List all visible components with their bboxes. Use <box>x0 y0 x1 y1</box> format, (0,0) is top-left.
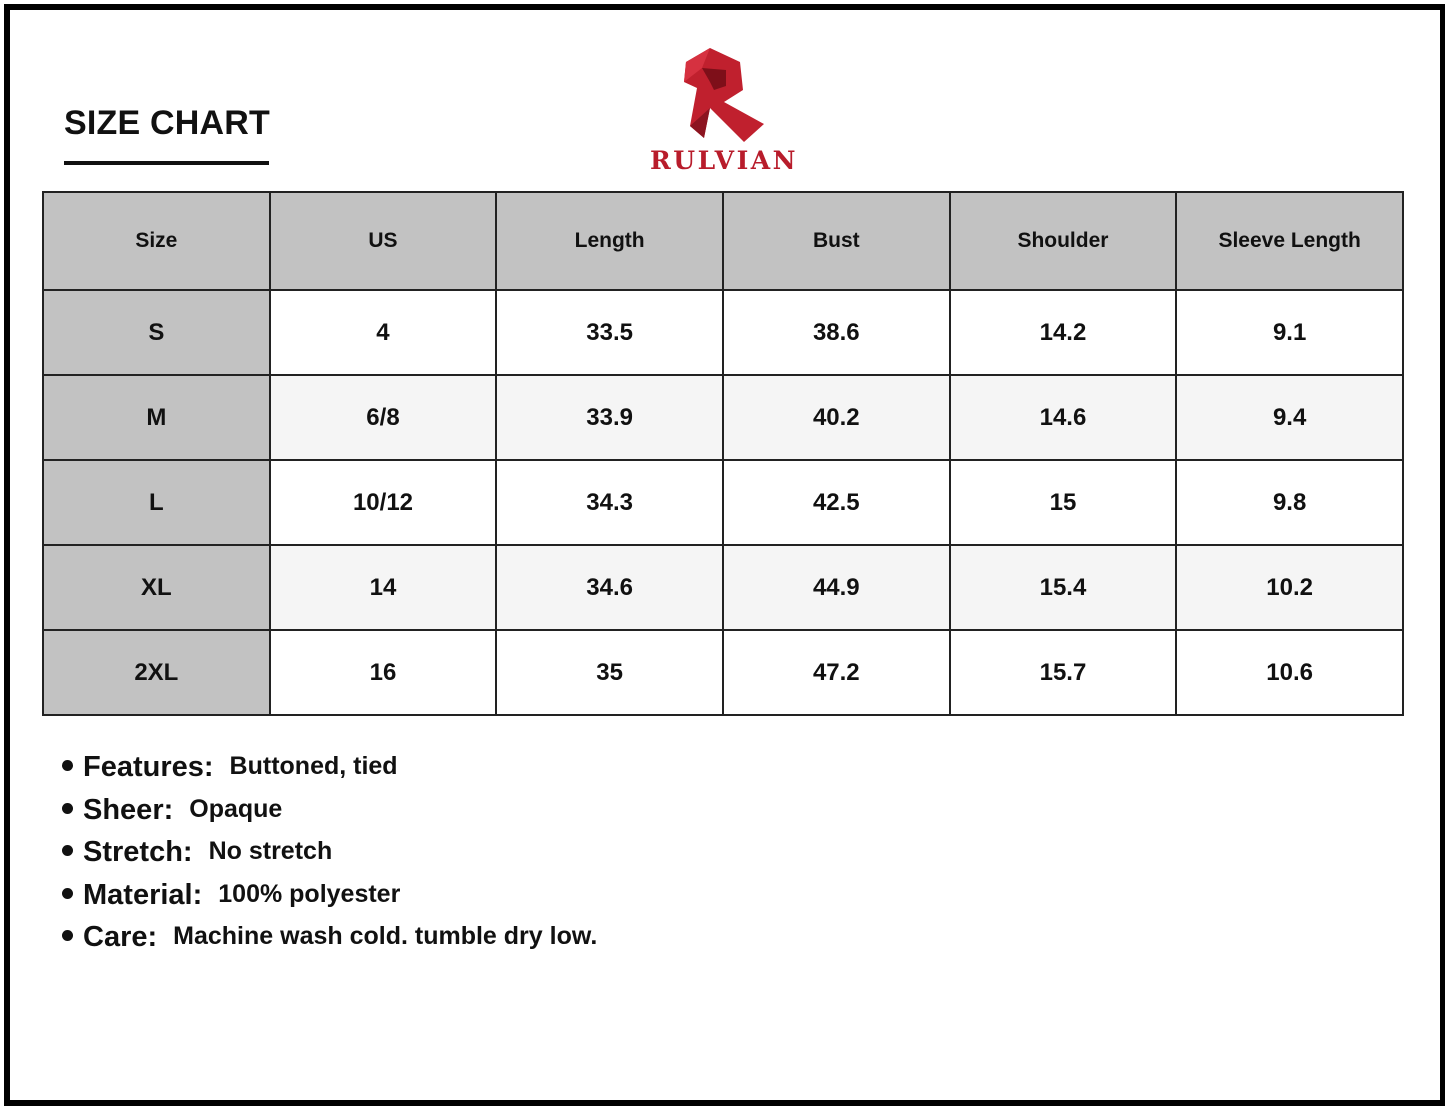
table-cell: 9.1 <box>1176 290 1403 375</box>
column-header: Bust <box>723 192 950 290</box>
table-cell: 15.4 <box>950 545 1177 630</box>
table-cell: 35 <box>496 630 723 715</box>
column-header: Shoulder <box>950 192 1177 290</box>
spec-value: 100% polyester <box>218 879 401 908</box>
spec-value: Opaque <box>189 794 283 823</box>
table-row <box>43 630 1403 715</box>
brand-logo <box>640 46 810 176</box>
table-cell: 15 <box>950 460 1177 545</box>
table-row <box>43 545 1403 630</box>
table-row <box>43 375 1403 460</box>
spec-label: Material: <box>83 878 203 911</box>
spec-label: Sheer: <box>83 793 174 826</box>
table-row <box>43 290 1403 375</box>
column-header: Size <box>43 192 270 290</box>
table-cell: 10.2 <box>1176 545 1403 630</box>
size-cell: M <box>43 375 270 460</box>
spec-item-stretch <box>62 833 597 876</box>
bullet-icon <box>62 760 73 771</box>
table-cell: 42.5 <box>723 460 950 545</box>
spec-label: Stretch: <box>83 836 193 869</box>
table-cell: 16 <box>270 630 497 715</box>
table-cell: 6/8 <box>270 375 497 460</box>
spec-value: Machine wash cold. tumble dry low. <box>173 922 598 951</box>
table-cell: 47.2 <box>723 630 950 715</box>
bullet-icon <box>62 845 73 856</box>
table-cell: 14.2 <box>950 290 1177 375</box>
size-cell: 2XL <box>43 630 270 715</box>
table-cell: 9.4 <box>1176 375 1403 460</box>
table-row <box>43 460 1403 545</box>
column-header: Length <box>496 192 723 290</box>
table-cell: 10/12 <box>270 460 497 545</box>
brand-r-logo-icon <box>640 46 810 146</box>
table-cell: 44.9 <box>723 545 950 630</box>
column-header: Sleeve Length <box>1176 192 1403 290</box>
bullet-icon <box>62 930 73 941</box>
table-cell: 33.5 <box>496 290 723 375</box>
table-cell: 9.8 <box>1176 460 1403 545</box>
spec-item-care <box>62 918 597 961</box>
spec-item-features <box>62 748 597 791</box>
bullet-icon <box>62 803 73 814</box>
spec-item-sheer <box>62 791 597 834</box>
spec-label: Care: <box>83 921 158 954</box>
table-cell: 14.6 <box>950 375 1177 460</box>
size-cell: XL <box>43 545 270 630</box>
size-cell: L <box>43 460 270 545</box>
table-cell: 10.6 <box>1176 630 1403 715</box>
table-cell: 15.7 <box>950 630 1177 715</box>
spec-value: No stretch <box>208 837 333 866</box>
bullet-icon <box>62 888 73 899</box>
column-header: US <box>270 192 497 290</box>
page-title: SIZE CHART <box>64 104 270 142</box>
product-specs-list <box>62 748 597 961</box>
title-underline <box>64 161 269 165</box>
spec-value: Buttoned, tied <box>229 752 398 780</box>
table-cell: 33.9 <box>496 375 723 460</box>
spec-item-material <box>62 876 597 919</box>
table-cell: 40.2 <box>723 375 950 460</box>
table-cell: 14 <box>270 545 497 630</box>
size-table <box>42 191 1404 716</box>
brand-wordmark: RULVIAN <box>649 146 799 175</box>
spec-label: Features: <box>83 751 214 783</box>
table-header-row <box>43 192 1403 290</box>
table-cell: 34.6 <box>496 545 723 630</box>
size-cell: S <box>43 290 270 375</box>
table-cell: 34.3 <box>496 460 723 545</box>
table-cell: 4 <box>270 290 497 375</box>
table-cell: 38.6 <box>723 290 950 375</box>
